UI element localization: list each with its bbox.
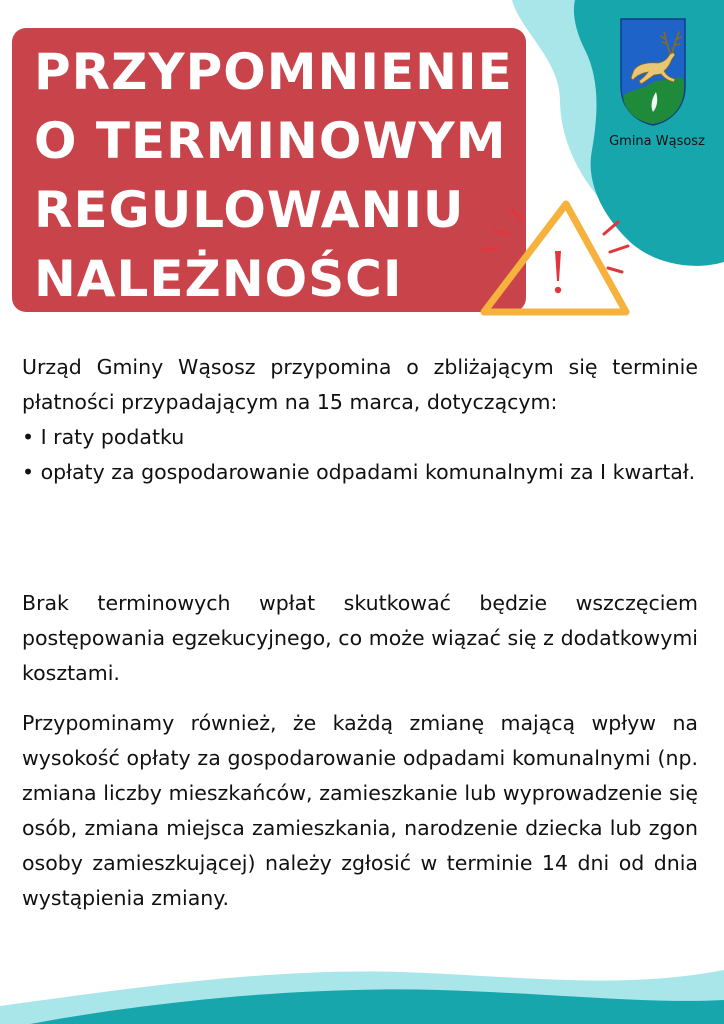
headline-line-2: O TERMINOWYM bbox=[34, 112, 507, 170]
reporting-paragraph: Przypominamy również, że każdą zmianę mającą wpływ na wysokość opłaty za gospodarowanie odpadami komunalnymi (np. zmiana liczby mieszkańców, zamieszkanie lub wyprowadzenie się osób, zmiana miejsca zamieszkania, narodzenie dziecka lub zgon osoby zamieszkującej) należy zgłosić w terminie 14 dni od dnia wystąpienia zmiany. bbox=[22, 711, 698, 910]
bullet-item-waste-fee: • opłaty za gospodarowanie odpadami komunalnymi za I kwartał. bbox=[22, 460, 696, 484]
intro-paragraph bbox=[22, 350, 698, 490]
headline-line-3: REGULOWANIU bbox=[34, 181, 465, 239]
intro-text: Urząd Gminy Wąsosz przypomina o zbliżającym się terminie płatności przypadającym na 15 marca, dotyczącym: bbox=[22, 355, 698, 414]
crest-caption: Gmina Wąsosz bbox=[609, 134, 705, 149]
bullet-item-tax: • I raty podatku bbox=[22, 425, 185, 449]
headline-line-1: PRZYPOMNIENIE bbox=[34, 43, 513, 101]
warning-triangle-icon bbox=[476, 196, 636, 326]
headline-line-4: NALEŻNOŚCI bbox=[34, 250, 403, 308]
headline-box bbox=[12, 28, 526, 312]
deer-crest-icon bbox=[620, 18, 686, 126]
enforcement-paragraph: Brak terminowych wpłat skutkować będzie wszczęciem postępowania egzekucyjnego, co może wiązać się z dodatkowymi kosztami. bbox=[22, 591, 698, 685]
